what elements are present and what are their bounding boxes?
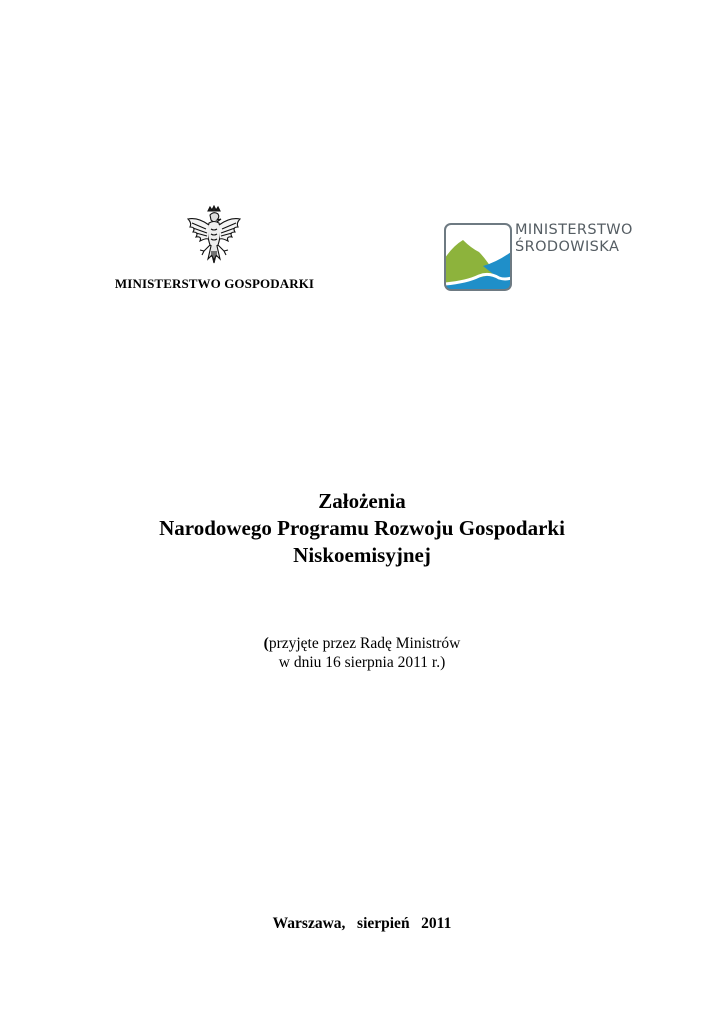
polish-eagle-emblem-icon [184, 205, 244, 269]
open-parenthesis: ( [263, 635, 269, 652]
title-line-2: Narodowego Programu Rozwoju Gospodarki [159, 516, 565, 540]
ministry-economy-name: MINISTERSTWO GOSPODARKI [114, 276, 315, 291]
document-title [0, 488, 724, 569]
ministry-environment-logo-icon [443, 222, 513, 292]
ministry-environment-line2: ŚRODOWISKA [515, 239, 620, 255]
adoption-note [0, 634, 724, 672]
place-and-date: Warszawa, sierpień 2011 [272, 915, 452, 932]
ministry-environment-line1: MINISTERSTWO [515, 222, 633, 238]
title-line-1: Założenia [318, 489, 406, 513]
title-line-3: Niskoemisyjnej [293, 543, 431, 567]
ministry-environment-name [515, 222, 633, 256]
adoption-note-line-2: w dniu 16 sierpnia 2011 r.) [278, 654, 446, 671]
adoption-note-text: przyjęte przez Radę Ministrów [268, 635, 461, 652]
adoption-note-line-1 [0, 634, 724, 653]
